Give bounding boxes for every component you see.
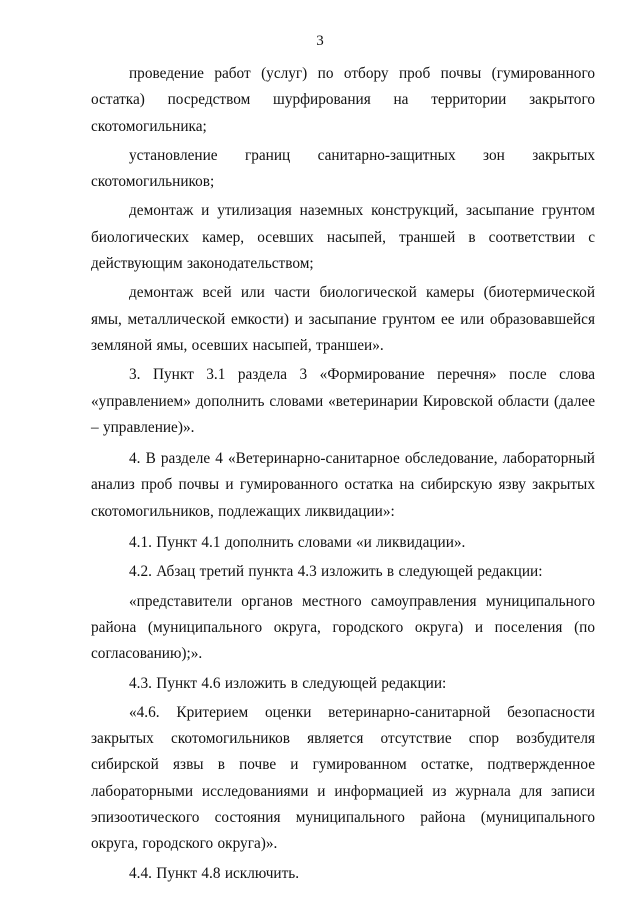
paragraph-item-4-3: 4.3. Пункт 4.6 изложить в следующей редакции: xyxy=(129,674,447,692)
page-number: 3 xyxy=(316,33,324,49)
paragraph-item-3: 3. Пункт 3.1 раздела 3 «Формирование перечня» после слова «управлением» дополнить словами «ветеринарии Кировской области (далее – управление)». xyxy=(91,366,595,436)
paragraph-item-4-2: 4.2. Абзац третий пункта 4.3 изложить в следующей редакции: xyxy=(129,563,543,581)
document-body xyxy=(91,61,595,890)
paragraph-representatives: «представители органов местного самоуправления муниципального района (муниципального округа, городского округа) и поселения (по согласованию);». xyxy=(91,592,595,663)
paragraph-dismantling-structures: демонтаж и утилизация наземных конструкций, засыпание грунтом биологических камер, осевших насыпей, траншей в соответствии с действующим законодательством; xyxy=(91,202,595,273)
paragraph-soil-sampling: проведение работ (услуг) по отбору проб почвы (гумированного остатка) посредством шурфирования на территории закрытого скотомогильника; xyxy=(91,65,595,135)
paragraph-item-4-4: 4.4. Пункт 4.8 исключить. xyxy=(129,864,300,882)
paragraph-sanitary-zones: установление границ санитарно-защитных зон закрытых скотомогильников; xyxy=(91,146,595,191)
paragraph-dismantling-chamber: демонтаж всей или части биологической камеры (биотермической ямы, металлической емкости) и засыпание грунтом ее или образовавшейся земляной ямы, осевших насыпей, траншеи». xyxy=(91,284,595,354)
paragraph-criterion-4-6: «4.6. Критерием оценки ветеринарно-санитарной безопасности закрытых скотомогильников является отсутствие спор возбудителя сибирской язвы в почве и гумированном остатке, подтвержденное лабораторными исследованиями и информацией из журнала для записи эпизоотического состояния муниципального района (муниципального округа, городского округа)». xyxy=(91,703,595,853)
paragraph-item-4-1: 4.1. Пункт 4.1 дополнить словами «и ликвидации». xyxy=(129,534,466,552)
paragraph-item-4: 4. В разделе 4 «Ветеринарно-санитарное обследование, лабораторный анализ проб почвы и гумированного остатка на сибирскую язву закрытых скотомогильников, подлежащих ликвидации»: xyxy=(91,450,595,520)
